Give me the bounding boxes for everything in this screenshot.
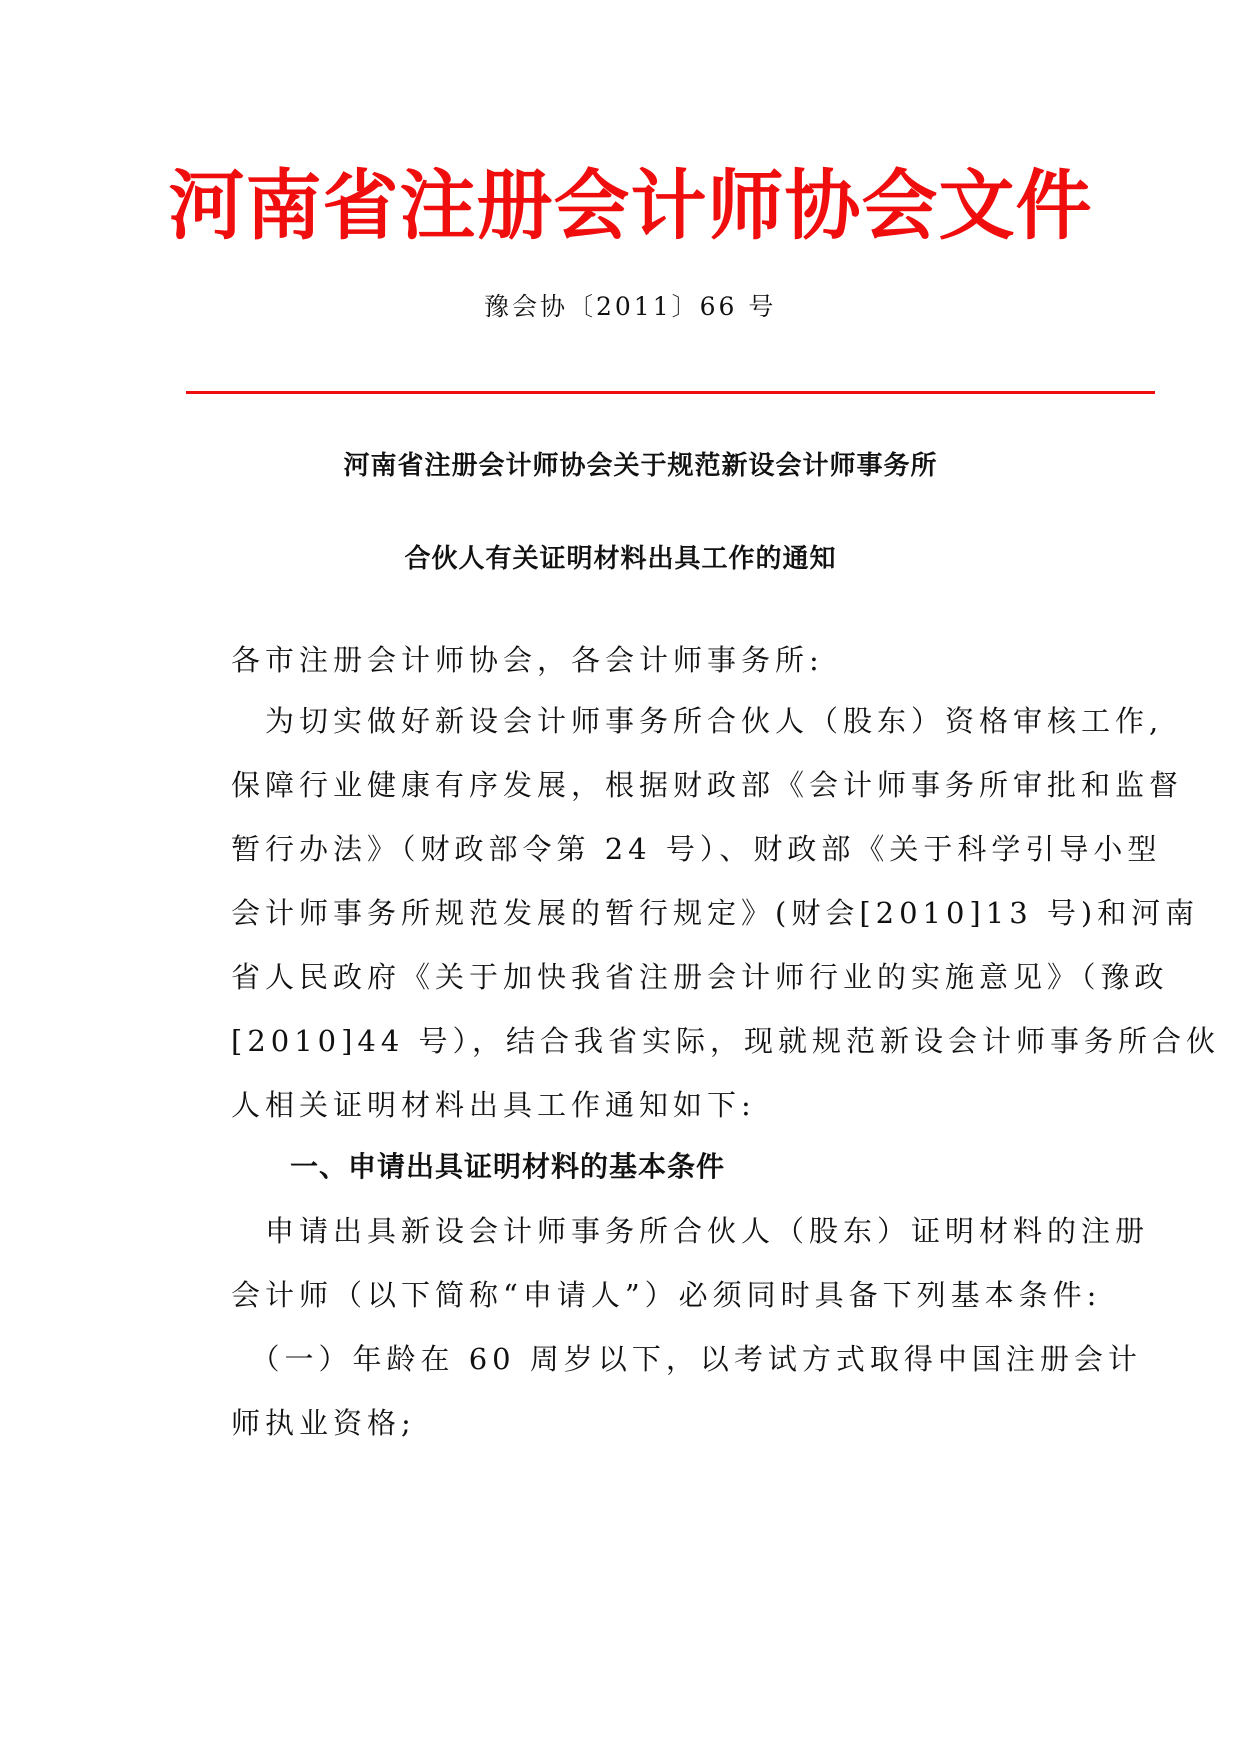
salutation: 各市注册会计师协会，各会计师事务所: [231, 643, 824, 677]
body-paragraph-line: 保障行业健康有序发展，根据财政部《会计师事务所审批和监督 [231, 768, 1184, 802]
body-paragraph-line: 暂行办法》（财政部令第 24 号）、财政部《关于科学引导小型 [231, 832, 1162, 866]
list-item-line: （一）年龄在 60 周岁以下，以考试方式取得中国注册会计 [231, 1342, 1142, 1376]
body-paragraph-line: 会计师事务所规范发展的暂行规定》(财会[2010]13 号)和河南 [231, 896, 1200, 930]
body-paragraph-line: 会计师（以下简称“申请人”）必须同时具备下列基本条件: [231, 1278, 1102, 1312]
body-paragraph-line: 省人民政府《关于加快我省注册会计师行业的实施意见》（豫政 [231, 960, 1169, 994]
body-paragraph-line: 为切实做好新设会计师事务所合伙人（股东）资格审核工作, [231, 704, 1164, 738]
section-heading-1: 一、申请出具证明材料的基本条件 [290, 1150, 726, 1183]
red-divider-rule [186, 391, 1155, 394]
body-paragraph-line: [2010]44 号），结合我省实际，现就规范新设会计师事务所合伙 [231, 1024, 1221, 1058]
masthead-title: 河南省注册会计师协会文件 [168, 161, 1093, 250]
notice-title-line-2: 合伙人有关证明材料出具工作的通知 [404, 544, 837, 574]
notice-title-line-1: 河南省注册会计师协会关于规范新设会计师事务所 [343, 451, 938, 481]
body-paragraph-line: 申请出具新设会计师事务所合伙人（股东）证明材料的注册 [231, 1214, 1150, 1248]
list-item-line: 师执业资格; [231, 1406, 416, 1440]
document-number: 豫会协〔2011〕66 号 [484, 292, 777, 321]
body-paragraph-line: 人相关证明材料出具工作通知如下: [231, 1088, 756, 1122]
